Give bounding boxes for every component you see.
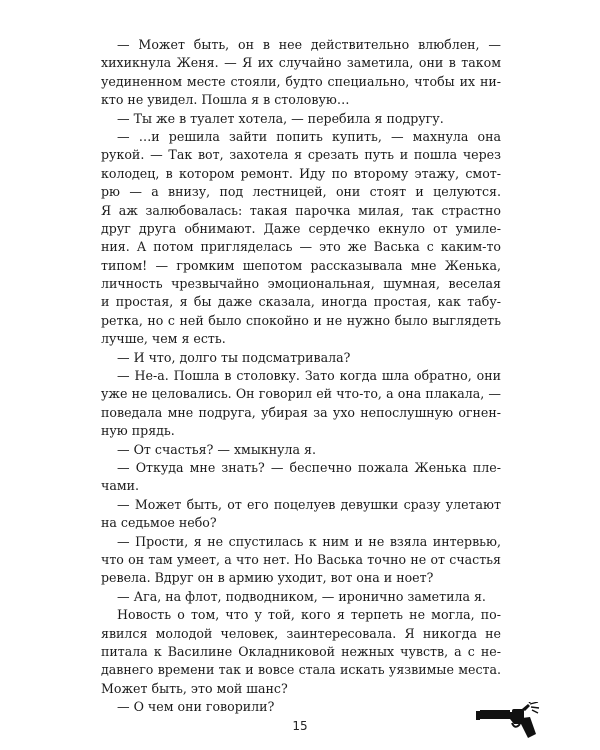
text-line: ную прядь.: [101, 423, 175, 439]
text-line: чами.: [101, 478, 140, 494]
text-line: типом! — громким шепотом рассказывала мне Женька,: [101, 257, 501, 273]
text-line: — Прости, я не спустилась к ним и не взяла интервью,: [117, 533, 501, 549]
text-line: уже не целовались. Он говорил ей что-то, а она плакала, —: [101, 386, 501, 402]
text-line: рукой. — Так вот, захотела я срезать путь и пошла через: [101, 147, 501, 163]
text-line: ретка, но с ней было спокойно и не нужно было выглядеть: [101, 312, 501, 328]
text-line: личность чрезвычайно эмоциональная, шумная, веселая: [101, 276, 501, 292]
text-line: явился молодой человек, заинтересовала. Я никогда не: [101, 625, 501, 641]
text-line: — Ага, на флот, подводником, — иронично заметила я.: [117, 588, 486, 604]
text-line: — Ты же в туалет хотела, — перебила я подругу.: [117, 110, 444, 126]
text-line: друг друга обнимают. Даже сердечко екнуло от умиле-: [101, 220, 501, 236]
text-line: что он там умеет, а что нет. Но Васька точно не от счастья: [101, 551, 501, 567]
text-line: — О чем они говорили?: [117, 699, 275, 715]
text-line: — Может быть, он в нее действительно влюблен, —: [117, 37, 501, 52]
text-line: ревела. Вдруг он в армию уходит, вот она и ноет?: [101, 570, 434, 586]
text-line: — Может быть, от его поцелуев девушки сразу улетают: [117, 496, 501, 512]
text-line: Новость о том, что у той, кого я терпеть не могла, по-: [117, 607, 501, 623]
text-line: давнего времени так и вовсе стала искать уязвимые места.: [101, 662, 501, 678]
text-line: питала к Василине Окладниковой нежных чувств, а с не-: [101, 643, 501, 659]
text-line: — И что, долго ты подсматривала?: [117, 349, 351, 365]
text-line: хихикнула Женя. — Я их случайно заметила, они в таком: [101, 55, 501, 71]
text-line: — Не-а. Пошла в столовку. Зато когда шла обратно, они: [117, 368, 501, 384]
text-line: и простая, я бы даже сказала, иногда простая, как табу-: [101, 294, 501, 310]
text-line: поведала мне подруга, убирая за ухо непослушную огнен-: [101, 404, 501, 420]
text-line: ния. А потом пригляделась — это же Васька с каким-то: [101, 239, 501, 255]
text-line: — Откуда мне знать? — беспечно пожала Женька пле-: [117, 459, 501, 475]
text-line: кто не увидел. Пошла я в столовую…: [101, 92, 350, 108]
text-line: рю — а внизу, под лестницей, они стоят и целуются.: [101, 184, 501, 200]
text-line: — …и решила зайти попить купить, — махнула она: [117, 128, 501, 144]
body-text: [101, 36, 501, 716]
text-line: — От счастья? — хмыкнула я.: [117, 441, 317, 457]
text-line: на седьмое небо?: [101, 515, 217, 531]
revolver-icon: [474, 702, 540, 740]
text-line: колодец, в котором ремонт. Иду по второму этажу, смот-: [101, 165, 501, 181]
text-line: Я аж залюбовалась: такая парочка милая, так страстно: [101, 202, 501, 218]
text-line: уединенном месте стояли, будто специально, чтобы их ни-: [101, 73, 501, 89]
page-number: 15: [292, 719, 308, 733]
text-line: лучше, чем я есть.: [101, 331, 226, 347]
text-line: Может быть, это мой шанс?: [101, 680, 288, 696]
